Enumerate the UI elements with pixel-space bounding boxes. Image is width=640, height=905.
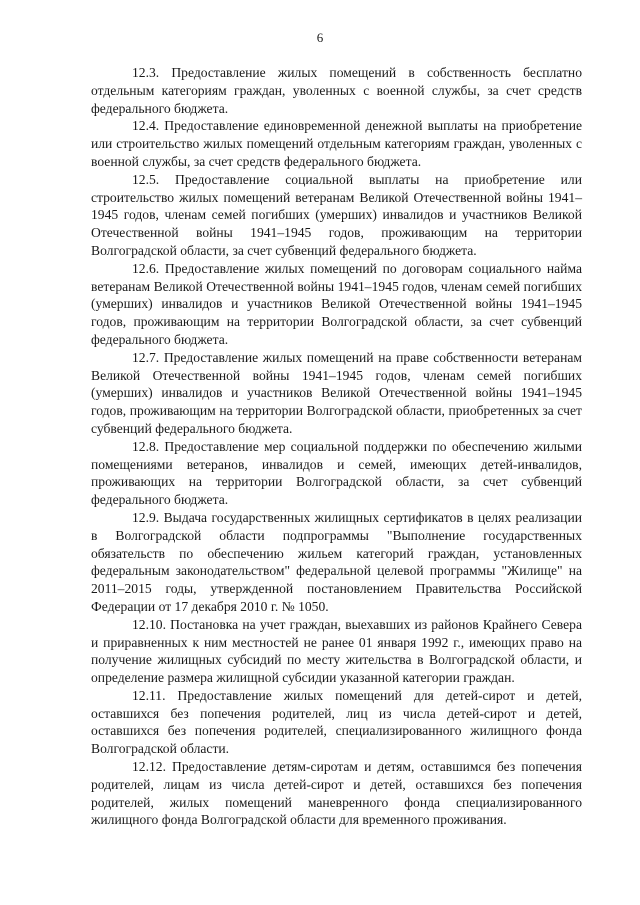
paragraph-12-8: 12.8. Предоставление мер социальной поддержки по обеспечению жилыми помещениями ветеранов, инвалидов и семей, имеющих детей-инвалидов, проживающих на территории Волгоградской области, за счет субвенций федерального бюджета. [91, 438, 582, 508]
paragraph-12-5: 12.5. Предоставление социальной выплаты на приобретение или строительство жилых помещений ветеранам Великой Отечественной войны 1941–1945 годов, членам семей погибших (умерших) инвалидов и участников Великой Отечественной войны 1941–1945 годов, проживающим на территории Волгоградской области, за счет субвенций федерального бюджета. [91, 171, 582, 258]
paragraph-12-6: 12.6. Предоставление жилых помещений по договорам социального найма ветеранам Великой Отечественной войны 1941–1945 годов, членам семей погибших (умерших) инвалидов и участников Великой Отечественной войны 1941–1945 годов, проживающим на территории Волгоградской области, за счет субвенций федерального бюджета. [91, 260, 582, 347]
page-number: 6 [316, 30, 324, 45]
paragraph-12-4: 12.4. Предоставление единовременной денежной выплаты на приобретение или строительство жилых помещений отдельным категориям граждан, уволенных с военной службы, за счет средств федерального бюджета. [91, 118, 582, 169]
paragraph-12-12: 12.12. Предоставление детям-сиротам и детям, оставшимся без попечения родителей, лицам из числа детей-сирот и детей, оставшихся без попечения родителей, жилых помещений маневренного фонда специализированного жилищного фонда Волгоградской области для временного проживания. [91, 759, 582, 828]
paragraph-12-3: 12.3. Предоставление жилых помещений в собственность бесплатно отдельным категориям граждан, уволенных с военной службы, за счет средств федерального бюджета. [91, 65, 582, 116]
paragraph-12-7: 12.7. Предоставление жилых помещений на праве собственности ветеранам Великой Отечественной войны 1941–1945 годов, членам семей погибших (умерших) инвалидов и участников Великой Отечественной войны 1941–1945 годов, проживающим на территории Волгоградской области, приобретенных за счет субвенций федерального бюджета. [91, 349, 582, 436]
paragraph-12-11: 12.11. Предоставление жилых помещений для детей-сирот и детей, оставшихся без попечения родителей, лиц из числа детей-сирот и детей, оставшихся без попечения родителей, специализированного жилищного фонда Волгоградской области. [91, 687, 582, 757]
paragraph-12-10: 12.10. Постановка на учет граждан, выехавших из районов Крайнего Севера и приравненных к ним местностей не ранее 01 января 1992 г., имеющих право на получение жилищных субсидий по месту жительства в Волгоградской области, и определение размера жилищной субсидии указанной категории граждан. [91, 616, 582, 686]
document-body [91, 64, 582, 829]
paragraph-12-9: 12.9. Выдача государственных жилищных сертификатов в целях реализации в Волгоградской области подпрограммы "Выполнение государственных обязательств по обеспечению жильем категорий граждан, установленных федеральным законодательством" федеральной целевой программы "Жилище" на 2011–2015 годы, утвержденной постановлением Правительства Российской Федерации от 17 декабря 2010 г. № 1050. [91, 509, 582, 614]
